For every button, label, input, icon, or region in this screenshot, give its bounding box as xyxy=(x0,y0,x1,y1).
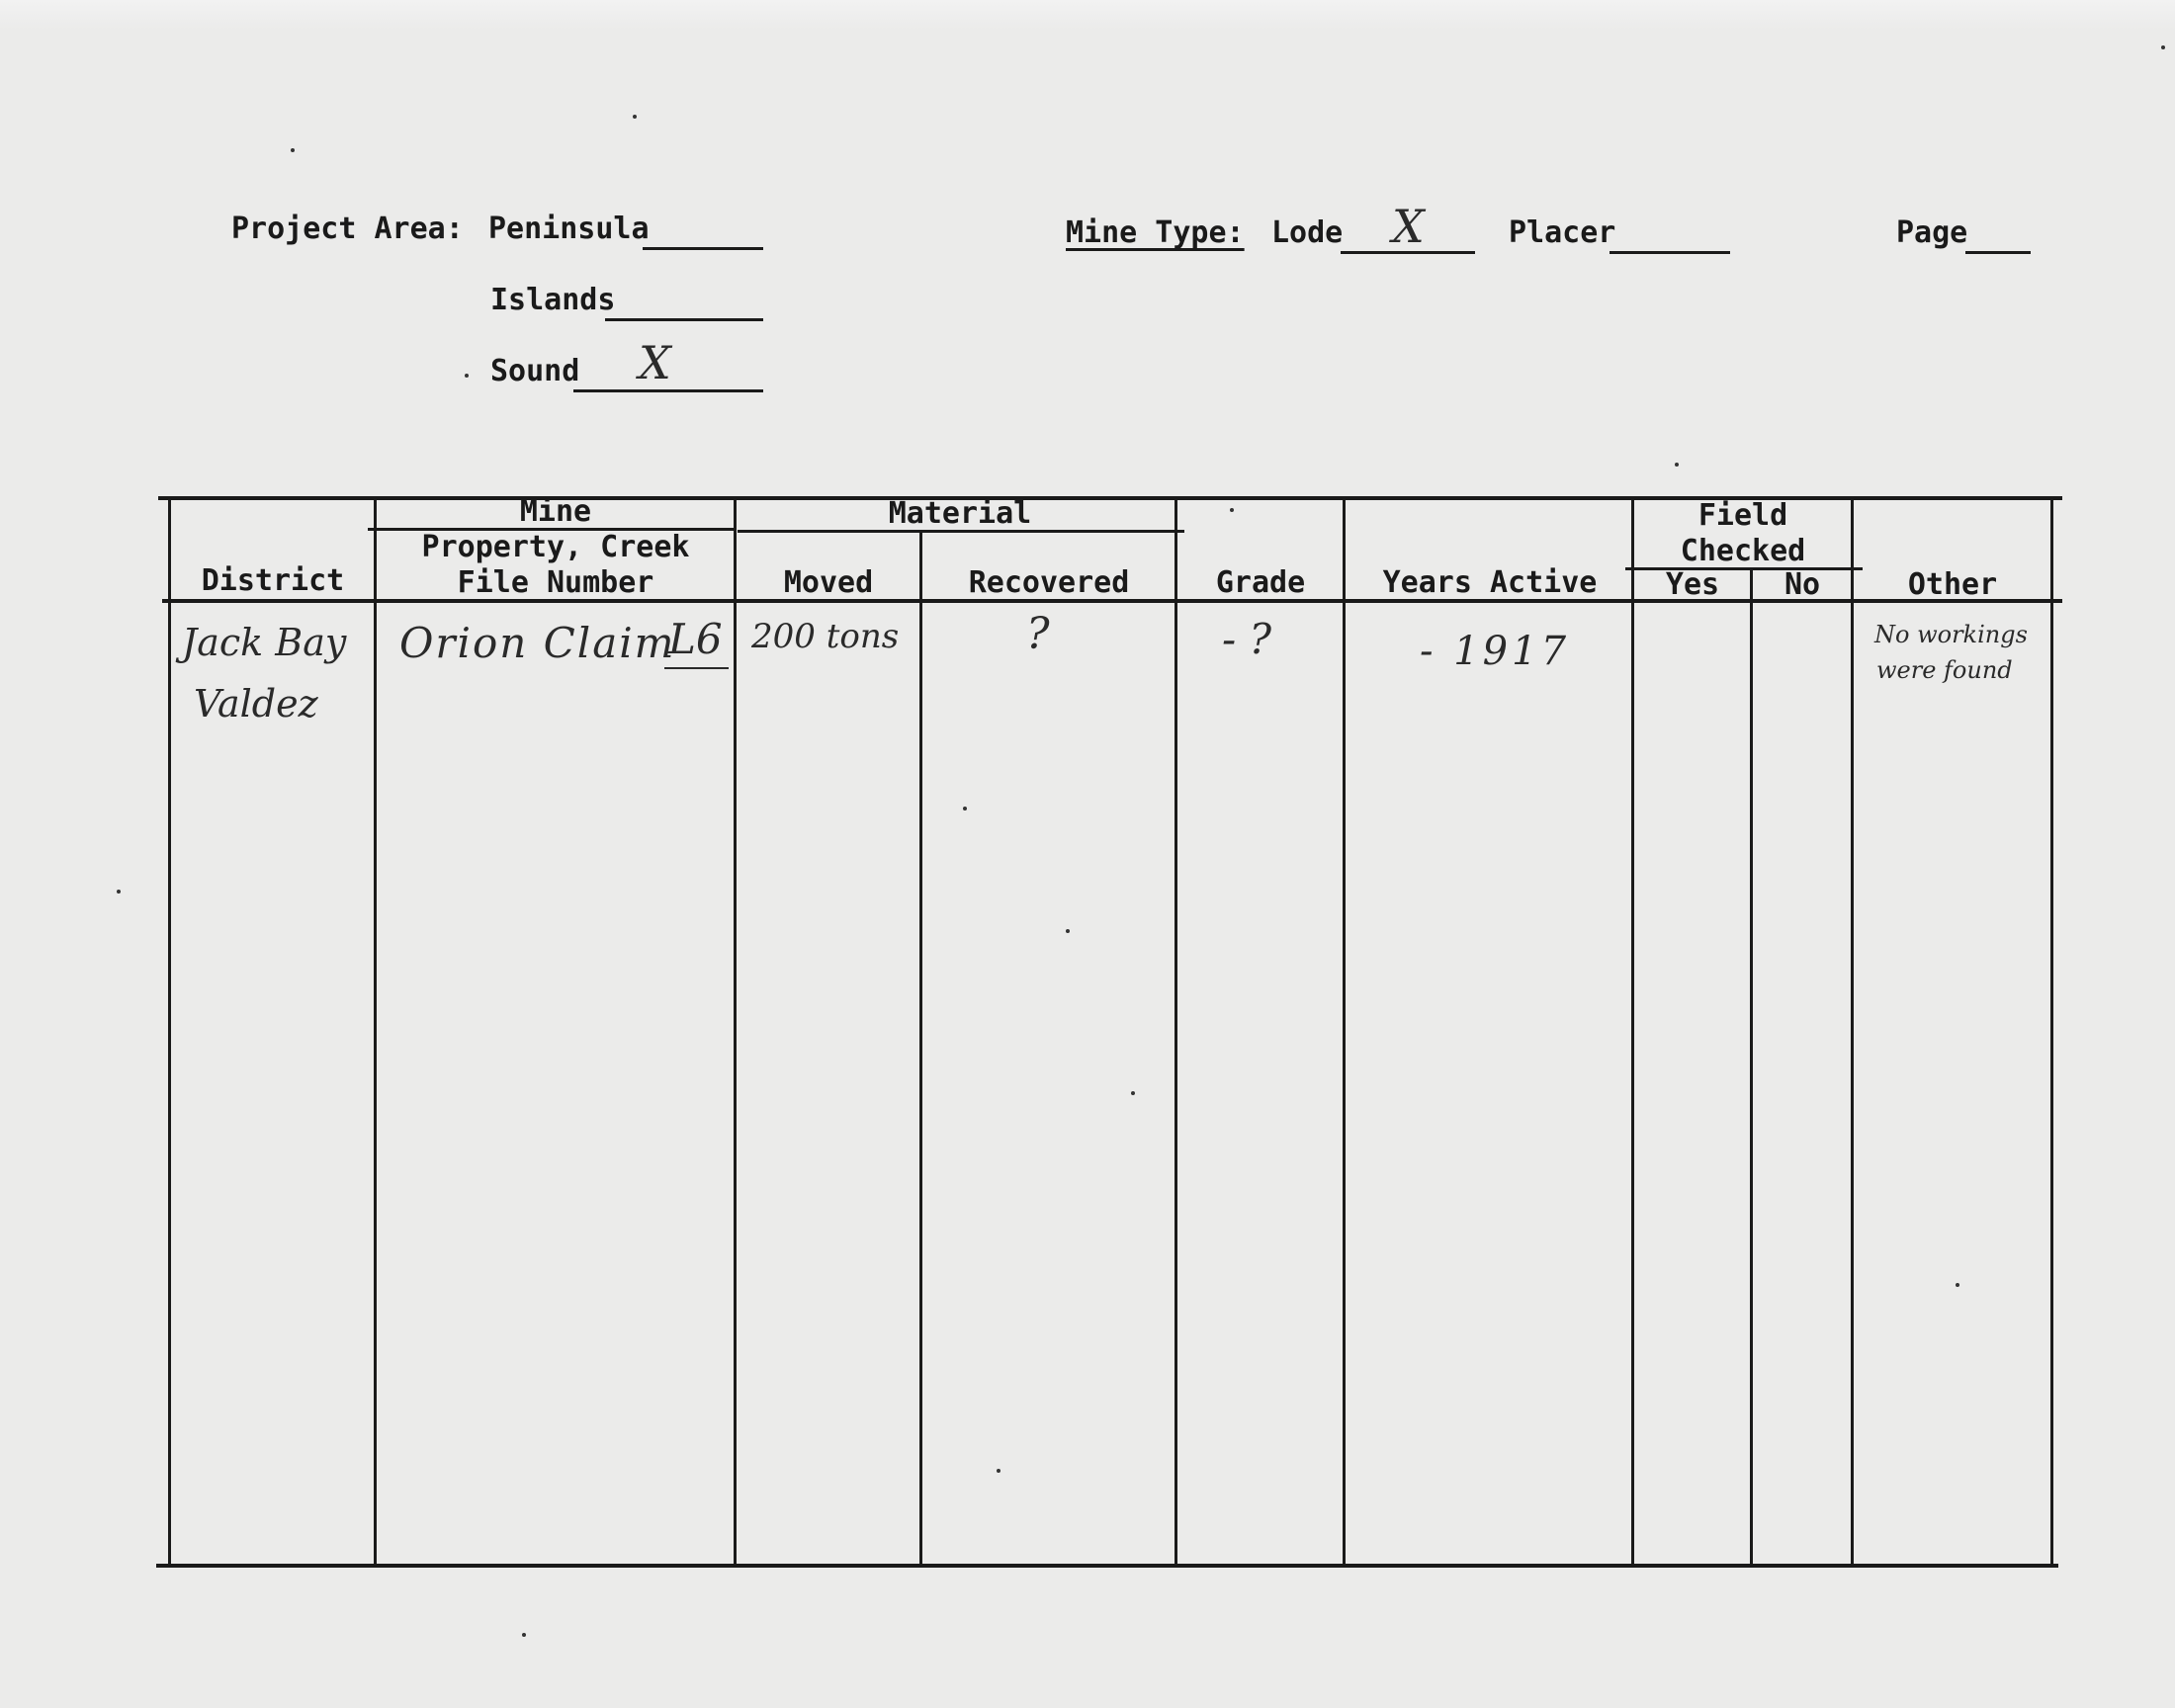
mine-type-lode-mark: X xyxy=(1392,200,1425,253)
col-header-no: No xyxy=(1784,567,1821,602)
scan-speck xyxy=(1131,1091,1135,1095)
page-label: Page xyxy=(1896,215,1968,250)
col-divider-6 xyxy=(1631,496,1634,1566)
project-option-sound-mark: X xyxy=(639,336,671,389)
scan-speck xyxy=(2161,45,2165,49)
col-divider-3 xyxy=(919,530,922,1566)
scan-speck xyxy=(291,148,295,152)
row-1-years-active: - 1917 xyxy=(1420,629,1571,674)
scan-speck xyxy=(1230,508,1234,512)
table-right-border xyxy=(2050,496,2053,1566)
row-1-property: Orion Claim xyxy=(399,619,676,667)
row-1-recovered: ? xyxy=(1026,609,1050,659)
project-option-islands-blank xyxy=(605,318,763,321)
col-divider-2 xyxy=(734,496,737,1566)
row-1-other-line2: were found xyxy=(1876,656,2013,684)
project-option-peninsula-blank xyxy=(643,247,763,250)
col-divider-7 xyxy=(1750,569,1753,1566)
row-1-grade: - ? xyxy=(1222,615,1272,663)
project-option-sound-label: Sound xyxy=(490,354,580,388)
row-1-other-line1: No workings xyxy=(1874,621,2028,648)
scan-speck xyxy=(1956,1283,1959,1287)
col-divider-8 xyxy=(1851,496,1854,1566)
mine-type-placer-label: Placer xyxy=(1509,215,1616,250)
table-left-border xyxy=(168,496,171,1566)
col-header-yes: Yes xyxy=(1665,567,1720,602)
scan-speck xyxy=(522,1633,526,1637)
col-header-years-active: Years Active xyxy=(1382,565,1598,600)
col-divider-1 xyxy=(374,496,377,1566)
project-option-peninsula-label: Peninsula xyxy=(488,212,650,246)
project-option-islands-label: Islands xyxy=(490,283,616,317)
col-header-district: District xyxy=(201,563,345,598)
mine-type-placer-blank xyxy=(1610,251,1730,254)
row-1-district-line2: Valdez xyxy=(194,682,318,726)
col-header-material-group: Material xyxy=(888,496,1032,531)
mine-type-lode-label: Lode xyxy=(1271,215,1344,250)
scan-speck xyxy=(1066,929,1070,933)
col-header-mine-group: Mine xyxy=(519,494,592,529)
col-header-recovered: Recovered xyxy=(968,565,1130,600)
scan-speck xyxy=(997,1469,1000,1473)
scan-speck xyxy=(963,807,967,811)
page-number-blank xyxy=(1965,251,2031,254)
col-header-property: Property, Creek File Number xyxy=(421,530,690,600)
table-bottom-border xyxy=(156,1564,2058,1568)
row-1-moved: 200 tons xyxy=(751,617,900,656)
project-area-label: Project Area: xyxy=(231,212,464,246)
scan-speck xyxy=(1675,463,1679,467)
col-divider-5 xyxy=(1343,496,1346,1566)
scan-speck xyxy=(117,890,121,894)
col-header-moved: Moved xyxy=(783,565,874,600)
col-header-field-checked: Field Checked xyxy=(1680,498,1806,568)
scan-speck xyxy=(633,115,637,119)
col-header-grade: Grade xyxy=(1215,565,1306,600)
row-1-file-number: L6 xyxy=(664,615,729,669)
project-option-sound-blank xyxy=(573,389,763,392)
col-header-other: Other xyxy=(1907,567,1998,602)
row-1-district-line1: Jack Bay xyxy=(182,621,347,664)
col-divider-4 xyxy=(1174,496,1177,1566)
mine-type-label: Mine Type: xyxy=(1066,215,1245,250)
scan-speck xyxy=(465,374,469,378)
